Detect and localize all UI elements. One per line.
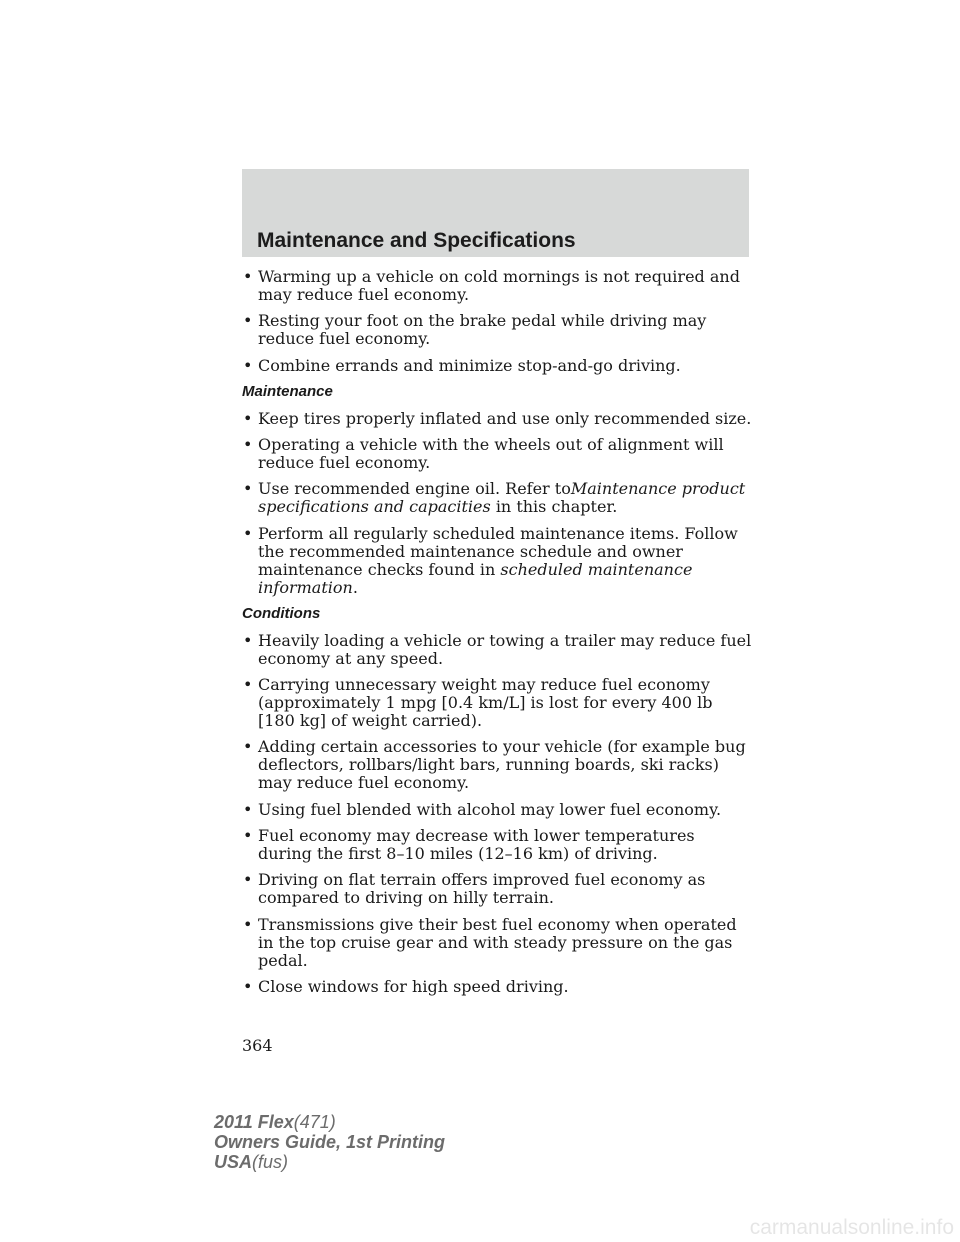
- footer-region-line: USA(fus): [214, 1152, 289, 1172]
- list-item: • Fuel economy may decrease with lower temperatures during the first 8–10 miles (12–16 km) of driving.: [243, 826, 695, 864]
- bullet-icon: •: [243, 799, 253, 819]
- bullet-icon: •: [243, 914, 253, 934]
- list-item: • Driving on flat terrain offers improved fuel economy as compared to driving on hilly terrain.: [243, 870, 706, 908]
- watermark: carmanualsonline.info: [749, 1216, 954, 1239]
- list-item: • Transmissions give their best fuel economy when operated in the top cruise gear and with steady pressure on the gas pedal.: [243, 914, 737, 970]
- section-title: Maintenance and Specifications: [257, 229, 576, 252]
- bullet-icon: •: [243, 737, 253, 757]
- bullet-icon: •: [243, 523, 253, 543]
- list-item: • Use recommended engine oil. Refer toMaintenance product specifications and capacities in this chapter.: [243, 479, 746, 517]
- list-item: • Close windows for high speed driving.: [243, 977, 569, 997]
- section-header-band: [242, 169, 749, 257]
- list-item: • Heavily loading a vehicle or towing a trailer may reduce fuel economy at any speed.: [243, 630, 752, 668]
- list-item: • Keep tires properly inflated and use only recommended size.: [243, 408, 752, 428]
- list-item: • Operating a vehicle with the wheels out of alignment will reduce fuel economy.: [243, 434, 724, 472]
- bullet-icon: •: [243, 977, 253, 997]
- list-item: • Carrying unnecessary weight may reduce fuel economy (approximately 1 mpg [0.4 km/L] is lost for every 400 lb [180 kg] of weight carried).: [243, 674, 713, 730]
- list-item: • Perform all regularly scheduled maintenance items. Follow the recommended maintenance schedule and owner maintenance checks found in scheduled maintenance information.: [243, 523, 738, 597]
- page-number: 364: [242, 1036, 273, 1055]
- page-content: [242, 268, 752, 1005]
- list-item: • Warming up a vehicle on cold mornings is not required and may reduce fuel economy.: [243, 267, 740, 304]
- bullet-icon: •: [243, 434, 253, 454]
- bullet-icon: •: [243, 826, 253, 846]
- cross-reference: scheduled maintenance information: [258, 559, 693, 597]
- bullet-icon: •: [243, 355, 253, 375]
- maintenance-list: [242, 410, 752, 597]
- list-item: • Combine errands and minimize stop-and-go driving.: [243, 355, 681, 375]
- print-footer: [214, 1112, 445, 1172]
- bullet-icon: •: [243, 674, 253, 694]
- bullet-icon: •: [243, 267, 253, 286]
- bullet-icon: •: [243, 479, 253, 499]
- bullet-icon: •: [243, 630, 253, 650]
- list-item: • Adding certain accessories to your vehicle (for example bug deflectors, rollbars/light bars, running boards, ski racks) may reduce fuel economy.: [243, 737, 746, 793]
- intro-tips-list: [242, 268, 752, 375]
- bullet-icon: •: [243, 311, 253, 331]
- footer-guide-line: Owners Guide, 1st Printing: [214, 1132, 446, 1152]
- list-item: • Using fuel blended with alcohol may lower fuel economy.: [243, 799, 722, 819]
- footer-model-line: 2011 Flex(471): [214, 1112, 336, 1132]
- bullet-icon: •: [243, 870, 253, 890]
- list-item: • Resting your foot on the brake pedal while driving may reduce fuel economy.: [243, 311, 707, 349]
- conditions-list: [242, 632, 752, 997]
- conditions-heading: Conditions: [242, 605, 321, 623]
- cross-reference: Maintenance product specifications and capacities: [258, 479, 746, 517]
- maintenance-heading: Maintenance: [242, 383, 333, 401]
- bullet-icon: •: [243, 408, 253, 428]
